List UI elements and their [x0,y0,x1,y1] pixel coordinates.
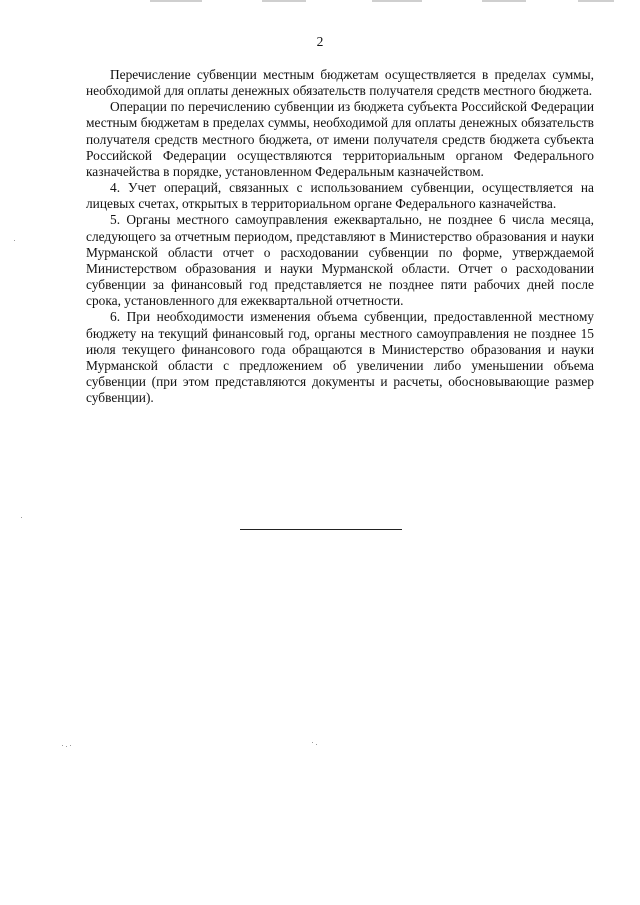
scan-edge-mark [150,0,202,2]
paragraph: Перечисление субвенции местным бюджетам осуществляется в пределах суммы, необходимой для оплаты денежных обязательств получателя средств местного бюджета. [86,67,594,99]
scan-speck [316,744,317,745]
scan-edge-mark [372,0,422,2]
paragraph: 5. Органы местного самоуправления ежеквартально, не позднее 6 числа месяца, следующего за отчетным периодом, представляют в Министерство образования и науки Мурманской области отчет о расходовании субвенции по форме, утверждаемой Министерством образования и науки Мурманской области. Отчет о расходовании субвенции за финансовый год представляется не позднее пяти рабочих дней после срока, установленного для ежеквартальной отчетности. [86,212,594,309]
scan-speck [312,742,313,743]
paragraph: Операции по перечислению субвенции из бюджета субъекта Российской Федерации местным бюджетам в пределах суммы, необходимой для оплаты денежных обязательств получателя средств местного бюджета, от имени получателя средств бюджета субъекта Российской Федерации осуществляются территориальным органом Федерального казначейства в порядке, установленном Федеральным казначейством. [86,99,594,179]
scan-edge-mark [482,0,526,2]
page-number: 2 [316,34,324,49]
scan-speck [66,746,67,747]
scan-speck [62,745,63,746]
end-of-text-line [240,529,402,530]
scan-speck [14,240,15,241]
scan-speck [70,745,71,746]
scan-speck [21,517,22,518]
scan-edge-mark [262,0,306,2]
paragraph: 4. Учет операций, связанных с использованием субвенции, осуществляется на лицевых счетах, открытых в территориальном органе Федерального казначейства. [86,180,594,212]
scan-edge-mark [578,0,614,2]
body-text [86,67,594,406]
paragraph: 6. При необходимости изменения объема субвенции, предоставленной местному бюджету на текущий финансовый год, органы местного самоуправления не позднее 15 июля текущего финансового года обращаются в Министерство образования и науки Мурманской области с предложением об увеличении либо уменьшении объема субвенции (при этом представляются документы и расчеты, обосновывающие размер субвенции). [86,309,594,406]
